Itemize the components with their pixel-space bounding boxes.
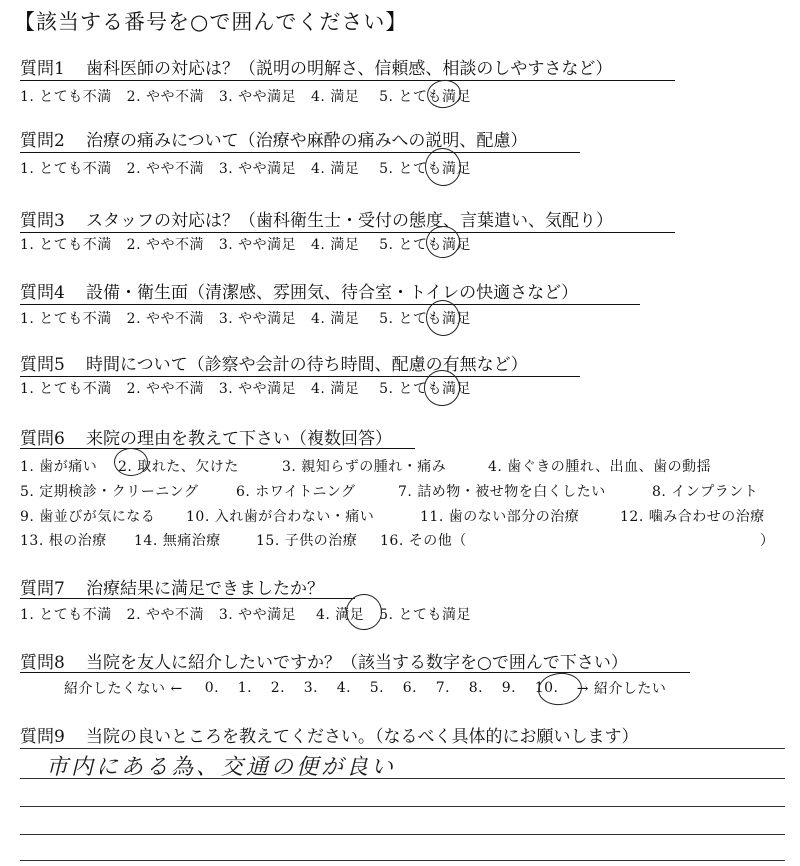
question-7-underline xyxy=(20,598,355,599)
question-1-label: 質問1 xyxy=(20,59,65,79)
other-close-paren: ） xyxy=(760,533,775,549)
question-6-underline xyxy=(20,448,415,449)
answer-line-1 xyxy=(20,778,785,779)
question-7-label: 質問7 xyxy=(20,579,65,599)
question-8-underline xyxy=(20,672,690,673)
question-4-text: 設備・衛生面（清潔感、雰囲気、待合室・トイレの快適さなど） xyxy=(86,283,579,303)
question-5-label: 質問5 xyxy=(20,355,65,375)
reason-15[interactable]: 15. 子供の治療 xyxy=(256,533,358,549)
question-2-label: 質問2 xyxy=(20,131,65,151)
question-4-underline xyxy=(20,304,640,305)
reason-5[interactable]: 5. 定期検診・クリーニング xyxy=(20,484,199,500)
answer-line-3 xyxy=(20,834,785,835)
question-5-text: 時間について（診察や会計の待ち時間、配慮の有無など） xyxy=(86,355,528,375)
option-3[interactable]: 3. やや満足 xyxy=(218,381,297,397)
option-1[interactable]: 1. とても不満 xyxy=(20,89,112,105)
scale-left-label: 紹介したくない ← xyxy=(64,681,183,697)
reason-2[interactable]: 2. 取れた、欠けた xyxy=(118,459,239,475)
reason-14[interactable]: 14. 無痛治療 xyxy=(134,533,221,549)
question-8-label: 質問8 xyxy=(20,653,65,673)
option-4[interactable]: 4. 満足 xyxy=(315,607,365,623)
option-5[interactable]: 5. とても満足 xyxy=(379,161,471,177)
reason-10[interactable]: 10. 入れ歯が合わない・痛い xyxy=(186,509,375,525)
reason-4[interactable]: 4. 歯ぐきの腫れ、出血、歯の動揺 xyxy=(488,459,712,475)
answer-circle-q6 xyxy=(114,448,148,476)
handwritten-answer: 市内にある為、交通の便が良い xyxy=(46,755,397,780)
option-2[interactable]: 2. やや不満 xyxy=(126,89,204,105)
reason-16[interactable]: 16. その他（ xyxy=(380,533,467,549)
answer-line-0 xyxy=(20,748,785,749)
question-2-options xyxy=(20,158,471,178)
option-5[interactable]: 5. とても満足 xyxy=(379,311,471,327)
option-3[interactable]: 3. やや満足 xyxy=(218,161,297,177)
scale-8[interactable]: 8. xyxy=(468,680,484,696)
reason-12[interactable]: 12. 噛み合わせの治療 xyxy=(620,509,765,525)
scale-3[interactable]: 3. xyxy=(303,680,319,696)
question-6-text: 来院の理由を教えて下さい（複数回答） xyxy=(86,429,392,449)
option-4[interactable]: 4. 満足 xyxy=(311,381,360,397)
question-5-underline xyxy=(20,376,580,377)
option-4[interactable]: 4. 満足 xyxy=(311,161,360,177)
question-7-text: 治療結果に満足できましたか？ xyxy=(86,579,324,599)
reason-3[interactable]: 3. 親知らずの腫れ・痛み xyxy=(282,459,447,475)
option-2[interactable]: 2. やや不満 xyxy=(126,161,204,177)
scale-9[interactable]: 9. xyxy=(501,680,517,696)
option-1[interactable]: 1. とても不満 xyxy=(20,237,112,253)
question-1-text: 歯科医師の対応は？（説明の明解さ、信頼感、相談のしやすさなど） xyxy=(86,59,613,79)
option-2[interactable]: 2. やや不満 xyxy=(126,607,204,623)
form-header: 【該当する番号を○で囲んでください】 xyxy=(14,10,408,34)
option-1[interactable]: 1. とても不満 xyxy=(20,607,112,623)
scale-0[interactable]: 0. xyxy=(204,680,220,696)
option-3[interactable]: 3. やや満足 xyxy=(218,607,297,623)
scale-1[interactable]: 1. xyxy=(237,680,253,696)
scale-5[interactable]: 5. xyxy=(369,680,385,696)
reason-7[interactable]: 7. 詰め物・被せ物を白くしたい xyxy=(398,484,606,500)
option-5[interactable]: 5. とても満足 xyxy=(379,89,471,105)
scale-right-label: → 紹介したい xyxy=(576,681,667,697)
scale-4[interactable]: 4. xyxy=(336,680,352,696)
question-7-options xyxy=(20,604,471,624)
option-4[interactable]: 4. 満足 xyxy=(311,311,360,327)
option-3[interactable]: 3. やや満足 xyxy=(218,89,297,105)
question-5-options xyxy=(20,378,471,398)
question-6-label: 質問6 xyxy=(20,429,65,449)
question-1-options xyxy=(20,86,471,106)
option-5[interactable]: 5. とても満足 xyxy=(379,607,471,623)
answer-line-4 xyxy=(20,860,785,861)
reason-6[interactable]: 6. ホワイトニング xyxy=(236,484,356,500)
question-4-label: 質問4 xyxy=(20,283,65,303)
scale-7[interactable]: 7. xyxy=(435,680,451,696)
answer-line-2 xyxy=(20,806,785,807)
reason-11[interactable]: 11. 歯のない部分の治療 xyxy=(420,509,580,525)
scale-2[interactable]: 2. xyxy=(270,680,286,696)
reason-8[interactable]: 8. インプラント xyxy=(652,484,759,500)
option-4[interactable]: 4. 満足 xyxy=(311,89,360,105)
scale-10[interactable]: 10. xyxy=(534,680,559,696)
option-3[interactable]: 3. やや満足 xyxy=(218,311,297,327)
option-4[interactable]: 4. 満足 xyxy=(311,237,360,253)
option-1[interactable]: 1. とても不満 xyxy=(20,311,112,327)
reason-13[interactable]: 13. 根の治療 xyxy=(20,533,107,549)
option-2[interactable]: 2. やや不満 xyxy=(126,237,204,253)
question-9-text: 当院の良いところを教えてください。（なるべく具体的にお願いします） xyxy=(86,727,639,747)
reason-9[interactable]: 9. 歯並びが気になる xyxy=(20,509,156,525)
option-3[interactable]: 3. やや満足 xyxy=(218,237,297,253)
question-9-label: 質問9 xyxy=(20,727,65,747)
question-3-label: 質問3 xyxy=(20,211,65,231)
question-3-underline xyxy=(20,232,675,233)
question-8-text: 当院を友人に紹介したいですか？（該当する数字を○で囲んで下さい） xyxy=(86,653,628,673)
question-2-underline xyxy=(20,152,580,153)
question-3-text: スタッフの対応は？（歯科衛生士・受付の態度、言葉遣い、気配り） xyxy=(86,211,613,231)
option-1[interactable]: 1. とても不満 xyxy=(20,381,112,397)
question-3-options xyxy=(20,234,471,254)
scale-6[interactable]: 6. xyxy=(402,680,418,696)
question-1-underline xyxy=(20,80,675,81)
reason-1[interactable]: 1. 歯が痛い xyxy=(20,459,98,475)
question-4-options xyxy=(20,308,471,328)
option-2[interactable]: 2. やや不満 xyxy=(126,311,204,327)
option-5[interactable]: 5. とても満足 xyxy=(379,381,471,397)
option-2[interactable]: 2. やや不満 xyxy=(126,381,204,397)
answer-circle-q8 xyxy=(536,671,583,707)
question-2-text: 治療の痛みについて（治療や麻酔の痛みへの説明、配慮） xyxy=(86,131,528,151)
option-1[interactable]: 1. とても不満 xyxy=(20,161,112,177)
option-5[interactable]: 5. とても満足 xyxy=(379,237,471,253)
